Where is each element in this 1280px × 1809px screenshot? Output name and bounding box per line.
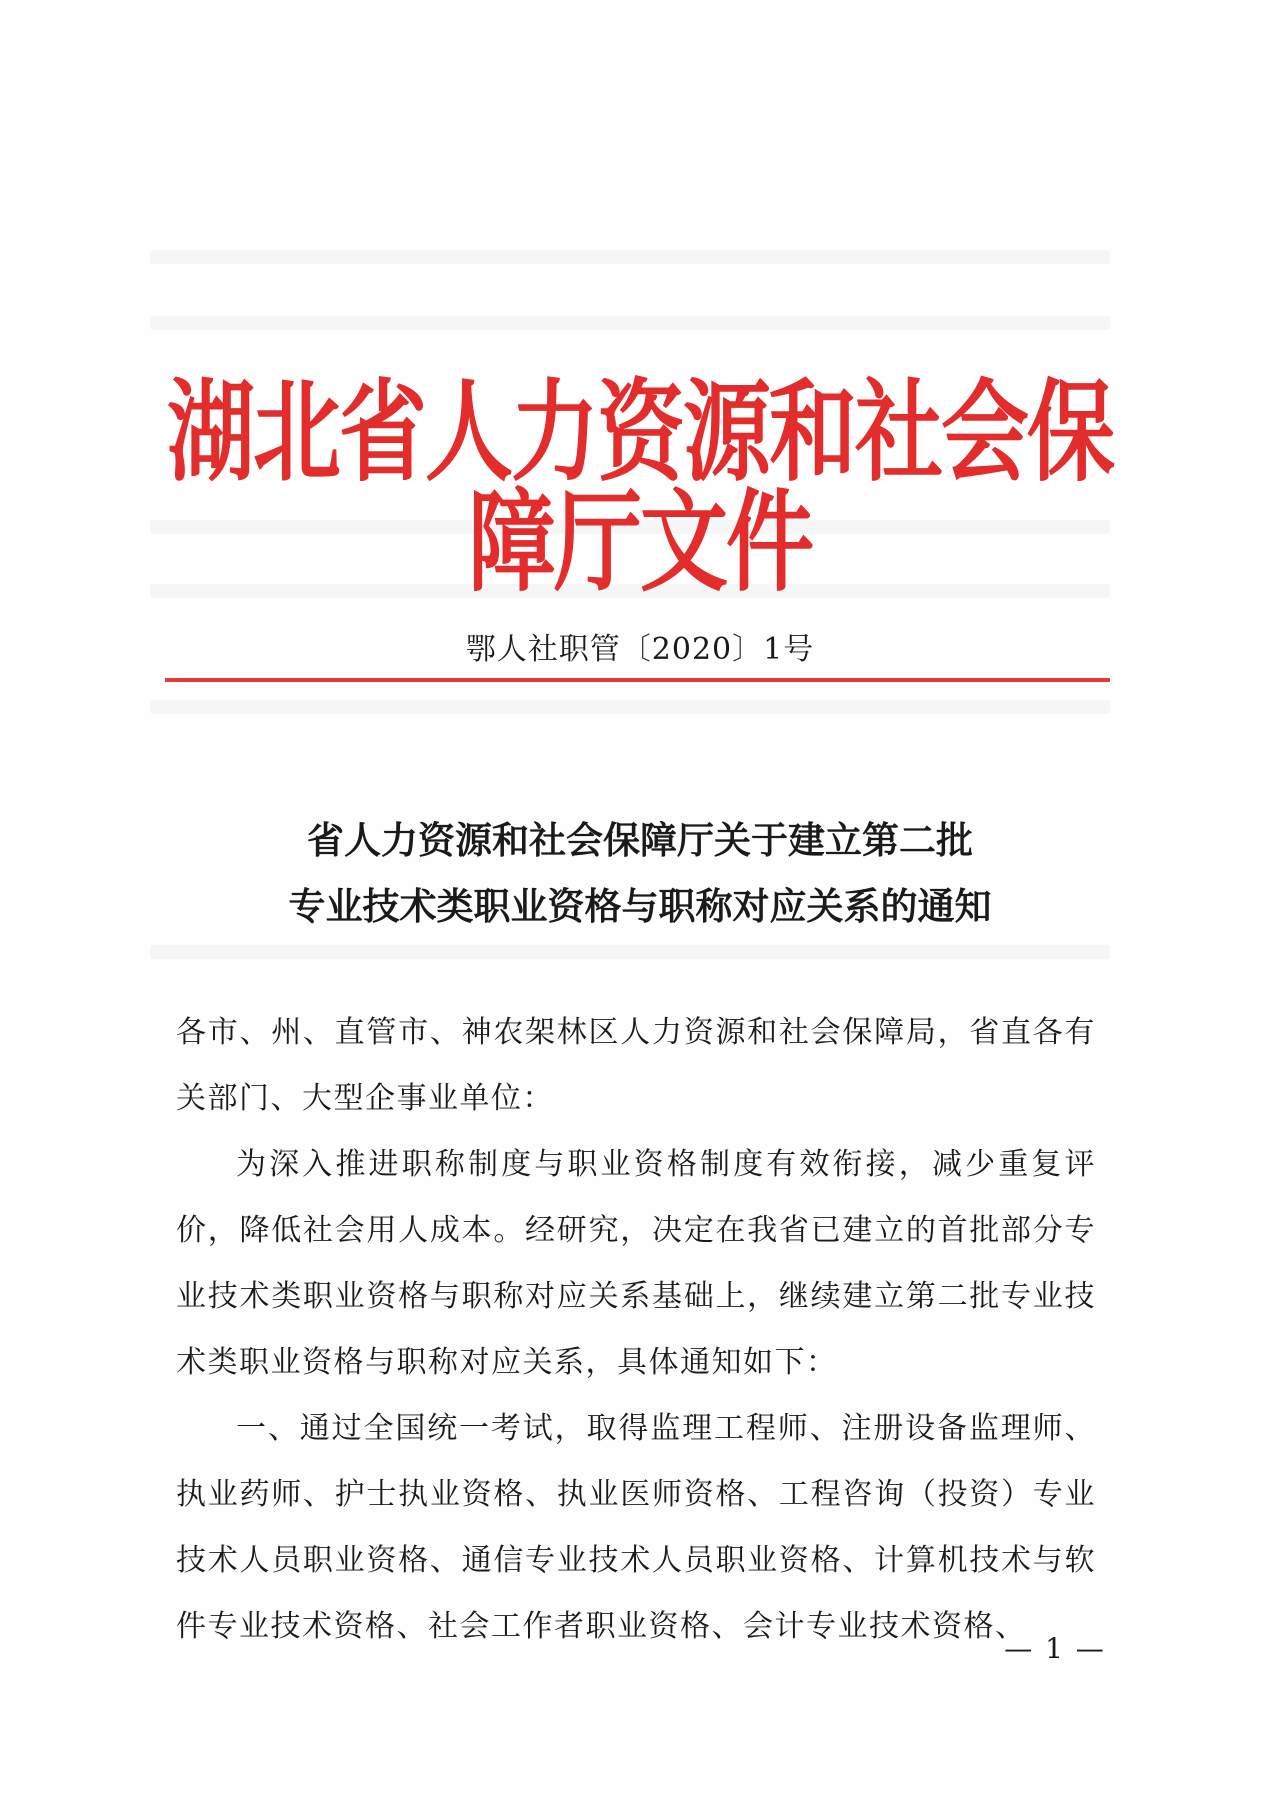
notice-title-line-1: 省人力资源和社会保障厅关于建立第二批	[307, 819, 973, 862]
bleed-through-band	[150, 316, 1110, 330]
red-divider-line	[165, 678, 1110, 682]
notice-body	[176, 1000, 1096, 1660]
notice-title	[170, 808, 1110, 940]
agency-header-title: 湖北省人力资源和社会保障厅文件	[166, 368, 1113, 607]
notice-title-line-2: 专业技术类职业资格与职称对应关系的通知	[288, 885, 992, 928]
bleed-through-band	[150, 945, 1110, 959]
body-paragraph-2: 一、通过全国统一考试，取得监理工程师、注册设备监理师、执业药师、护士执业资格、执业医师资格、工程咨询（投资）专业技术人员职业资格、通信专业技术人员职业资格、计算机技术与软件专业技术资格、社会工作者职业资格、会计专业技术资格、	[176, 1411, 1096, 1644]
addressee: 各市、州、直管市、神农架林区人力资源和社会保障局，省直各有关部门、大型企事业单位：	[176, 1015, 1096, 1116]
body-paragraph-1: 为深入推进职称制度与职业资格制度有效衔接，减少重复评价，降低社会用人成本。经研究，决定在我省已建立的首批部分专业技术类职业资格与职称对应关系基础上，继续建立第二批专业技术类职业资格与职称对应关系，具体通知如下：	[176, 1147, 1096, 1380]
page-number: — 1 —	[1004, 1632, 1106, 1665]
bleed-through-band	[150, 250, 1110, 264]
document-number: 鄂人社职管〔2020〕1号	[465, 632, 815, 667]
bleed-through-band	[150, 700, 1110, 714]
